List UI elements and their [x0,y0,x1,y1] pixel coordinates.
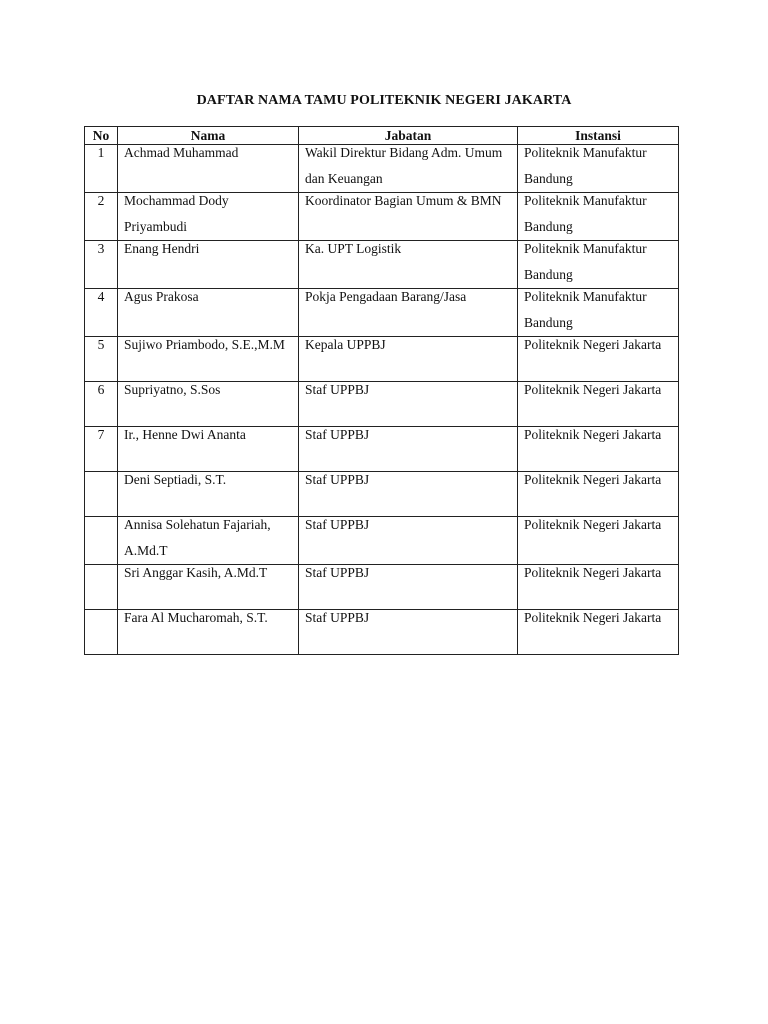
table-row [85,382,679,427]
cell-jabatan-text: Wakil Direktur Bidang Adm. Umum dan Keuangan [305,145,503,186]
cell-jabatan [299,145,518,193]
cell-no-text: 7 [97,427,105,442]
page-title: DAFTAR NAMA TAMU POLITEKNIK NEGERI JAKARTA [196,93,572,108]
cell-nama [118,565,299,610]
cell-no [85,472,118,517]
cell-no-text: 4 [97,289,105,304]
cell-jabatan [299,565,518,610]
cell-nama-text: Sri Anggar Kasih, A.Md.T [124,565,268,580]
table-row [85,193,679,241]
cell-instansi [518,472,679,517]
cell-nama [118,193,299,241]
cell-jabatan-text: Staf UPPBJ [305,472,370,487]
cell-jabatan-text: Staf UPPBJ [305,382,370,397]
cell-jabatan-text: Koordinator Bagian Umum & BMN [305,193,502,208]
cell-instansi-text: Politeknik Negeri Jakarta [524,382,662,397]
cell-nama [118,610,299,655]
cell-instansi [518,517,679,565]
cell-jabatan [299,193,518,241]
cell-jabatan-text: Staf UPPBJ [305,610,370,625]
cell-instansi-text: Politeknik Negeri Jakarta [524,427,662,442]
cell-instansi-text: Politeknik Manufaktur Bandung [524,145,647,186]
cell-jabatan [299,337,518,382]
cell-jabatan-text: Pokja Pengadaan Barang/Jasa [305,289,467,304]
table-row [85,289,679,337]
cell-nama [118,289,299,337]
cell-instansi [518,610,679,655]
guest-list-table [84,126,679,655]
cell-jabatan-text: Staf UPPBJ [305,517,370,532]
cell-jabatan-text: Ka. UPT Logistik [305,241,402,256]
cell-nama-text: Fara Al Mucharomah, S.T. [124,610,268,625]
cell-no-text: 6 [97,382,105,397]
cell-instansi-text: Politeknik Manufaktur Bandung [524,289,647,330]
cell-jabatan-text: Kepala UPPBJ [305,337,386,352]
table-row [85,565,679,610]
cell-nama-text: Ir., Henne Dwi Ananta [124,427,246,442]
cell-nama-text: Agus Prakosa [124,289,199,304]
cell-no [85,145,118,193]
cell-instansi [518,289,679,337]
cell-jabatan [299,382,518,427]
cell-nama-text: Deni Septiadi, S.T. [124,472,227,487]
cell-instansi-text: Politeknik Negeri Jakarta [524,517,662,532]
header-jabatan: Jabatan [299,127,518,145]
cell-nama [118,145,299,193]
cell-instansi [518,337,679,382]
cell-no [85,241,118,289]
header-nama: Nama [118,127,299,145]
cell-jabatan-text: Staf UPPBJ [305,565,370,580]
cell-jabatan [299,427,518,472]
cell-no-text: 3 [97,241,105,256]
table-row [85,610,679,655]
cell-nama [118,517,299,565]
cell-instansi-text: Politeknik Negeri Jakarta [524,565,662,580]
cell-nama [118,427,299,472]
cell-jabatan [299,517,518,565]
table-body [85,145,679,655]
cell-jabatan [299,289,518,337]
cell-instansi-text: Politeknik Manufaktur Bandung [524,193,647,234]
cell-no [85,382,118,427]
cell-nama [118,241,299,289]
table-row [85,517,679,565]
cell-nama [118,382,299,427]
cell-instansi-text: Politeknik Manufaktur Bandung [524,241,647,282]
cell-nama-text: Sujiwo Priambodo, S.E.,M.M [124,337,285,352]
cell-nama-text: Enang Hendri [124,241,200,256]
cell-nama-text: Mochammad Dody Priyambudi [124,193,229,234]
cell-no [85,517,118,565]
cell-instansi [518,382,679,427]
cell-instansi-text: Politeknik Negeri Jakarta [524,337,662,352]
cell-instansi [518,565,679,610]
cell-instansi [518,427,679,472]
cell-nama-text: Supriyatno, S.Sos [124,382,221,397]
cell-no [85,565,118,610]
cell-nama [118,337,299,382]
cell-jabatan-text: Staf UPPBJ [305,427,370,442]
cell-instansi-text: Politeknik Negeri Jakarta [524,610,662,625]
cell-nama [118,472,299,517]
cell-instansi-text: Politeknik Negeri Jakarta [524,472,662,487]
cell-no [85,337,118,382]
cell-nama-text: Annisa Solehatun Fajariah, A.Md.T [124,517,271,558]
table-row [85,472,679,517]
cell-jabatan [299,610,518,655]
table-row [85,241,679,289]
cell-no [85,289,118,337]
cell-no-text: 5 [97,337,105,352]
table-row [85,145,679,193]
header-no: No [85,127,118,145]
cell-jabatan [299,472,518,517]
cell-jabatan [299,241,518,289]
cell-no-text: 2 [97,193,105,208]
cell-instansi [518,145,679,193]
cell-no [85,610,118,655]
cell-instansi [518,241,679,289]
cell-no-text: 1 [97,145,105,160]
cell-nama-text: Achmad Muhammad [124,145,239,160]
cell-no [85,193,118,241]
header-instansi: Instansi [518,127,679,145]
table-row [85,337,679,382]
table-row [85,427,679,472]
cell-no [85,427,118,472]
cell-instansi [518,193,679,241]
